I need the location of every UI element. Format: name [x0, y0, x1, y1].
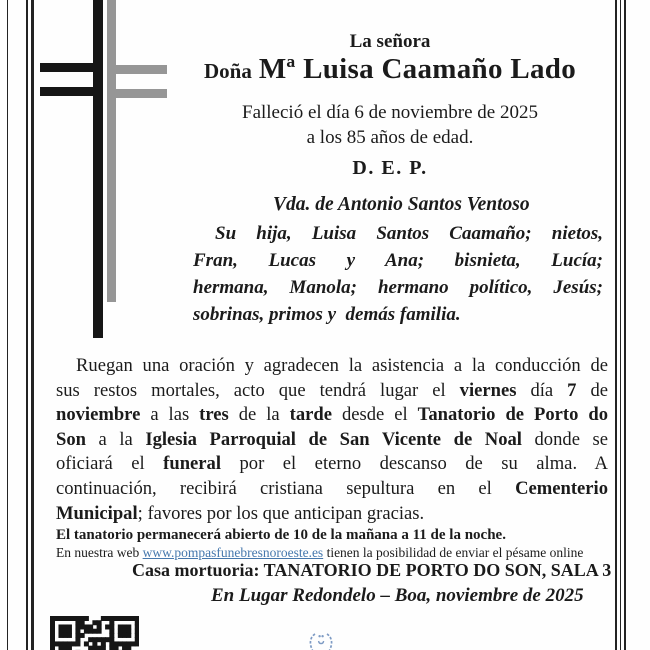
death-date-line: Falleció el día 6 de noviembre de 2025 — [242, 102, 538, 123]
logo-dot-right — [321, 635, 323, 637]
cross-arm-lower-black — [40, 87, 102, 96]
family-lines — [193, 220, 603, 328]
family-line: sobrinas, primos y demás familia. — [193, 304, 461, 325]
deceased-name-line — [170, 53, 610, 86]
frame-line-left-inner — [31, 0, 34, 650]
honorific: Doña — [204, 59, 252, 83]
qr-code — [50, 616, 139, 650]
announcement-line: Municipal; favores por los que anticipan gracias. — [56, 502, 425, 524]
announcement-paragraph — [56, 354, 608, 526]
cross-arm-lower-gray — [107, 89, 167, 98]
pesame-link[interactable]: www.pompasfunebresnoroeste.es — [142, 545, 324, 560]
frame-line-left-outer — [7, 0, 8, 650]
family-line: Su hija, Luisa Santos Caamaño; nietos, — [215, 223, 603, 244]
deceased-name: Mª Luisa Caamaño Lado — [258, 53, 576, 85]
web-condolence-line — [56, 545, 583, 561]
announcement-line: Ruegan una oración y agradecen la asistencia a la conducción de — [76, 355, 608, 376]
cross-vertical-black — [93, 0, 103, 338]
logo-left-laurel — [310, 634, 315, 650]
frame-line-left-mid — [26, 0, 28, 650]
announcement-line: Son a la Iglesia Parroquial de San Vicente de Noal donde se — [56, 428, 608, 450]
frame-line-right-mid — [620, 0, 622, 650]
salutation: La señora — [349, 31, 431, 52]
logo-dot-left — [318, 635, 320, 637]
web-line-suffix: tienen la posibilidad de enviar el pésame online — [323, 545, 584, 560]
funeral-home-logo-icon — [305, 632, 337, 650]
place-date-line: En Lugar Redondelo – Boa, noviembre de 2025 — [211, 585, 584, 606]
family-line: Fran, Lucas y Ana; bisnieta, Lucía; — [193, 250, 603, 271]
cross-arm-upper-gray — [107, 65, 167, 74]
logo-right-laurel — [327, 634, 332, 650]
tanatorio-hours-line: El tanatorio permanecerá abierto de 10 de la mañana a 11 de la noche. — [56, 527, 506, 543]
frame-line-right-outer — [624, 0, 626, 650]
dep-abbreviation: D. E. P. — [352, 157, 428, 179]
announcement-line: oficiará el funeral por el eterno descanso de su alma. A — [56, 453, 608, 475]
age-line: a los 85 años de edad. — [306, 127, 474, 148]
cross-vertical-gray — [107, 0, 116, 302]
family-line: hermana, Manola; hermano político, Jesús; — [193, 277, 603, 298]
announcement-line: sus restos mortales, acto que tendrá lugar el viernes día 7 de — [56, 379, 608, 401]
widow-line: Vda. de Antonio Santos Ventoso — [273, 194, 530, 215]
cross-arm-upper-black — [40, 63, 102, 72]
frame-line-right-inner — [615, 0, 617, 650]
logo-center-mark — [319, 641, 324, 644]
mortuary-line: Casa mortuoria: TANATORIO DE PORTO DO SON, SALA 3 — [132, 560, 612, 580]
announcement-line: continuación, recibirá cristiana sepultura en el Cementerio — [56, 477, 608, 499]
announcement-line: noviembre a las tres de la tarde desde el Tanatorio de Porto do — [56, 404, 608, 426]
web-line-prefix: En nuestra web — [56, 545, 143, 560]
